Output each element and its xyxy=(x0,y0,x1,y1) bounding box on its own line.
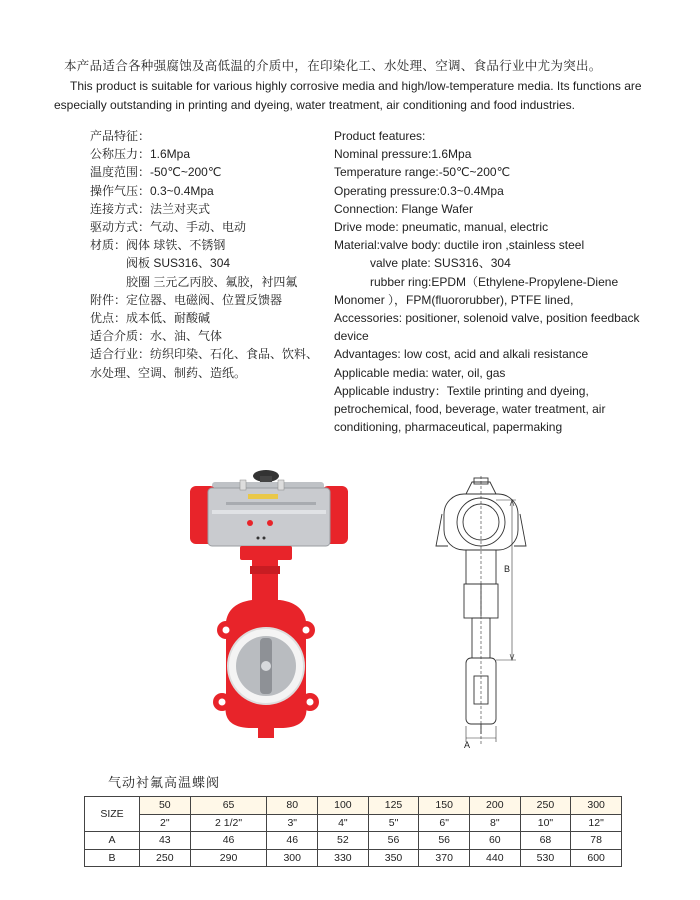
features-chinese xyxy=(90,127,330,382)
feature-line: 操作气压：0.3~0.4Mpa xyxy=(90,183,214,198)
dimension-cell: 300 xyxy=(267,849,318,867)
dimension-cell: 60 xyxy=(469,832,520,850)
feature-line: Temperature range:-50℃~200℃ xyxy=(334,165,511,180)
dimension-cell: 68 xyxy=(520,832,571,850)
size-dn-cell: 300 xyxy=(571,797,622,815)
dimension-cell: 78 xyxy=(571,832,622,850)
dimension-cell: 530 xyxy=(520,849,571,867)
dimension-cell: 56 xyxy=(419,832,470,850)
row-label: A xyxy=(85,832,140,850)
size-inch-cell: 6" xyxy=(419,814,470,832)
size-label: SIZE xyxy=(85,797,140,832)
dimension-label-b: B xyxy=(504,564,511,574)
intro-chinese: 本产品适合各种强腐蚀及高低温的介质中，在印染化工、水处理、空调、食品行业中尤为突出。 xyxy=(64,59,602,73)
feature-line: 公称压力：1.6Mpa xyxy=(90,147,191,162)
feature-line: rubber ring:EPDM（Ethylene-Propylene-Diene xyxy=(370,274,619,289)
feature-line: valve plate: SUS316、304 xyxy=(370,256,511,271)
feature-line: Operating pressure:0.3~0.4Mpa xyxy=(334,183,504,198)
size-dn-cell: 250 xyxy=(520,797,571,815)
feature-line: petrochemical, food, beverage, water treatment, air xyxy=(334,402,606,417)
dimension-cell: 43 xyxy=(140,832,191,850)
size-dn-cell: 50 xyxy=(140,797,191,815)
feature-line: 产品特征： xyxy=(90,129,151,143)
valve-product-photo xyxy=(186,466,356,742)
feature-line: 材质：阀体 球铁、不锈钢 xyxy=(90,238,226,253)
size-inch-cell: 2" xyxy=(140,814,191,832)
feature-line: Applicable industry：Textile printing and dyeing, xyxy=(334,383,589,398)
feature-line: conditioning, pharmaceutical, papermaking xyxy=(334,420,563,435)
size-inch-cell: 5" xyxy=(368,814,419,832)
table-row xyxy=(85,832,622,850)
dimension-cell: 440 xyxy=(469,849,520,867)
dimension-cell: 46 xyxy=(267,832,318,850)
intro-english: This product is suitable for various highly corrosive media and high/low-temperature media. Its functions are especially outstanding in printing and dyeing, water treatment, air conditioning and food industries. xyxy=(54,79,642,112)
dimension-table xyxy=(84,796,622,867)
feature-line: 优点：成本低、耐酸碱 xyxy=(90,311,211,326)
dimension-cell: 330 xyxy=(318,849,369,867)
size-dn-cell: 125 xyxy=(368,797,419,815)
table-title: 气动衬氟高温蝶阀 xyxy=(108,775,221,790)
table-row xyxy=(85,849,622,867)
dimension-cell: 46 xyxy=(190,832,267,850)
dimension-cell: 52 xyxy=(318,832,369,850)
dimension-cell: 56 xyxy=(368,832,419,850)
feature-line: Applicable media: water, oil, gas xyxy=(334,365,506,380)
feature-line: 连接方式：法兰对夹式 xyxy=(90,201,211,216)
feature-line: Material:valve body: ductile iron ,stainless steel xyxy=(334,238,585,253)
feature-line: Product features: xyxy=(334,129,426,143)
feature-line: 适合行业：纺织印染、石化、食品、饮料、 xyxy=(90,347,319,362)
feature-line: 附件：定位器、电磁阀、位置反馈器 xyxy=(90,292,283,307)
size-dn-cell: 80 xyxy=(267,797,318,815)
table-row xyxy=(85,814,622,832)
feature-line: Drive mode: pneumatic, manual, electric xyxy=(334,220,549,235)
valve-technical-drawing xyxy=(426,476,536,752)
feature-line: Connection: Flange Wafer xyxy=(334,201,473,216)
feature-line: 适合介质：水、油、气体 xyxy=(90,329,223,344)
feature-line: 水处理、空调、制药、造纸。 xyxy=(90,365,247,380)
dimension-cell: 250 xyxy=(140,849,191,867)
feature-line: Accessories: positioner, solenoid valve, position feedback xyxy=(334,311,640,326)
feature-line: device xyxy=(334,329,369,344)
feature-line: Advantages: low cost, acid and alkali resistance xyxy=(334,347,589,362)
feature-line: Nominal pressure:1.6Mpa xyxy=(334,147,472,162)
table-row xyxy=(85,797,622,815)
dimension-cell: 600 xyxy=(571,849,622,867)
size-inch-cell: 4" xyxy=(318,814,369,832)
size-dn-cell: 150 xyxy=(419,797,470,815)
feature-line: 阀板 SUS316、304 xyxy=(126,256,231,271)
row-label: B xyxy=(85,849,140,867)
dimension-cell: 370 xyxy=(419,849,470,867)
size-inch-cell: 3" xyxy=(267,814,318,832)
feature-line: Monomer ），FPM(fluororubber), PTFE lined, xyxy=(334,292,574,307)
dimension-cell: 350 xyxy=(368,849,419,867)
feature-line: 胶圈 三元乙丙胶、氟胶，衬四氟 xyxy=(126,274,298,289)
size-inch-cell: 12" xyxy=(571,814,622,832)
dimension-label-a: A xyxy=(464,740,471,750)
feature-line: 驱动方式：气动、手动、电动 xyxy=(90,220,247,235)
feature-line: 温度范围：-50℃~200℃ xyxy=(90,165,222,180)
features-english xyxy=(334,127,664,436)
size-dn-cell: 100 xyxy=(318,797,369,815)
dimension-cell: 290 xyxy=(190,849,267,867)
size-dn-cell: 65 xyxy=(190,797,267,815)
size-inch-cell: 10" xyxy=(520,814,571,832)
size-dn-cell: 200 xyxy=(469,797,520,815)
size-inch-cell: 2 1/2" xyxy=(190,814,267,832)
size-inch-cell: 8" xyxy=(469,814,520,832)
